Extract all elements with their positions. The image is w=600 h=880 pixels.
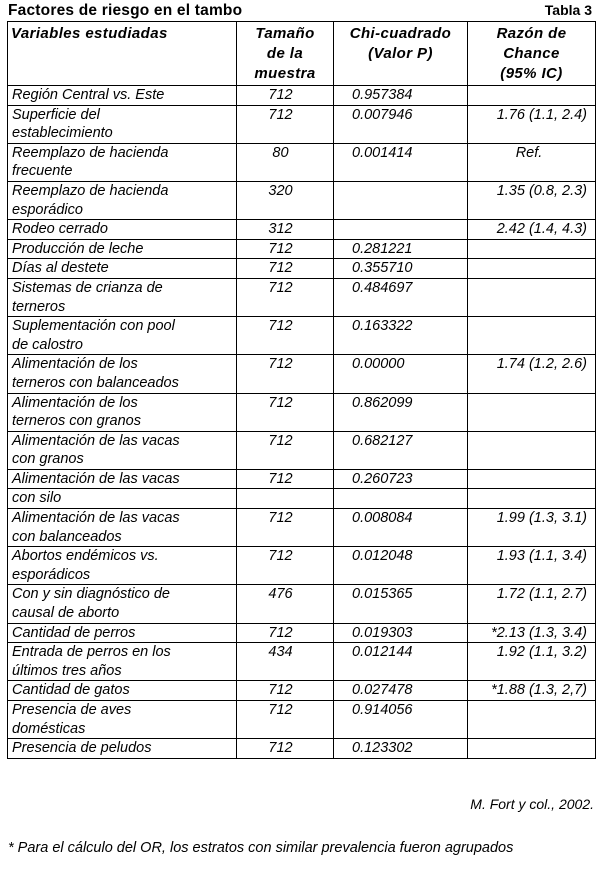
table-title: Factores de riesgo en el tambo — [8, 2, 243, 19]
cell-variable — [8, 681, 237, 701]
cell-p-value: 0.001414 — [334, 143, 468, 181]
cell-odds-ratio — [468, 489, 596, 509]
cell-odds-ratio: 1.35 (0.8, 2.3) — [468, 181, 596, 219]
table-row — [8, 181, 596, 219]
variable-line: terneros con balanceados — [12, 374, 179, 391]
variable-line: Región Central vs. Este — [12, 87, 165, 103]
cell-sample-size: 476 — [237, 585, 334, 623]
title-row — [8, 2, 592, 20]
variable-line: Superficie del — [12, 106, 100, 123]
cell-variable — [8, 317, 237, 355]
cell-variable — [8, 181, 237, 219]
cell-sample-size: 712 — [237, 739, 334, 759]
table-row — [8, 547, 596, 585]
variable-line: Alimentación de las vacas — [12, 510, 180, 527]
cell-p-value: 0.862099 — [334, 393, 468, 431]
cell-odds-ratio: 1.72 (1.1, 2.7) — [468, 585, 596, 623]
variable-line: causal de aborto — [12, 605, 120, 622]
cell-variable — [8, 509, 237, 547]
table-row — [8, 239, 596, 259]
cell-sample-size: 712 — [237, 623, 334, 643]
cell-sample-size: 712 — [237, 86, 334, 106]
table-row — [8, 623, 596, 643]
table-row — [8, 681, 596, 701]
cell-variable — [8, 623, 237, 643]
variable-line: con silo — [12, 490, 62, 507]
variable-line: Abortos endémicos vs. — [12, 548, 159, 565]
cell-sample-size — [237, 489, 334, 509]
cell-variable — [8, 259, 237, 279]
variable-line: esporádicos — [12, 566, 91, 583]
cell-p-value: 0.008084 — [334, 509, 468, 547]
header-sample-size: Tamaño de la muestra — [237, 22, 334, 86]
cell-odds-ratio — [468, 701, 596, 739]
cell-odds-ratio: 1.76 (1.1, 2.4) — [468, 105, 596, 143]
cell-variable — [8, 547, 237, 585]
cell-p-value: 0.484697 — [334, 278, 468, 316]
header-variables: Variables estudiadas — [8, 22, 237, 86]
table-row — [8, 701, 596, 739]
cell-p-value: 0.682127 — [334, 431, 468, 469]
variable-line: Reemplazo de hacienda — [12, 144, 169, 161]
table-row — [8, 393, 596, 431]
table-row — [8, 509, 596, 547]
cell-variable — [8, 585, 237, 623]
cell-sample-size: 712 — [237, 259, 334, 279]
header-odds-ratio: Razón de Chance (95% IC) — [468, 22, 596, 86]
cell-p-value: 0.355710 — [334, 259, 468, 279]
cell-variable — [8, 278, 237, 316]
cell-p-value: 0.019303 — [334, 623, 468, 643]
cell-p-value: 0.012144 — [334, 643, 468, 681]
table-number: Tabla 3 — [544, 2, 592, 18]
variable-line: Presencia de peludos — [12, 740, 152, 757]
cell-p-value: 0.007946 — [334, 105, 468, 143]
variable-line: establecimiento — [12, 125, 113, 142]
cell-p-value: 0.123302 — [334, 739, 468, 759]
variable-line: terneros — [12, 298, 66, 315]
cell-odds-ratio — [468, 469, 596, 489]
table-row — [8, 643, 596, 681]
cell-variable — [8, 86, 237, 106]
cell-p-value: 0.281221 — [334, 239, 468, 259]
variable-line: de calostro — [12, 336, 83, 353]
variable-line: Con y sin diagnóstico de — [12, 586, 170, 603]
variable-line: Alimentación de los — [12, 356, 138, 373]
variable-line: Alimentación de las vacas — [12, 470, 180, 487]
footnote: * Para el cálculo del OR, los estratos con similar prevalencia fueron agrupados — [8, 840, 514, 856]
variable-line: Reemplazo de hacienda — [12, 182, 169, 199]
cell-odds-ratio — [468, 239, 596, 259]
table-row — [8, 220, 596, 240]
cell-sample-size: 320 — [237, 181, 334, 219]
cell-sample-size: 712 — [237, 701, 334, 739]
table-row — [8, 431, 596, 469]
cell-sample-size: 712 — [237, 469, 334, 489]
table-body — [8, 86, 596, 759]
variable-line: con balanceados — [12, 528, 122, 545]
cell-p-value: 0.914056 — [334, 701, 468, 739]
table-row — [8, 143, 596, 181]
cell-p-value — [334, 489, 468, 509]
cell-odds-ratio — [468, 259, 596, 279]
variable-line: Alimentación de los — [12, 394, 138, 411]
cell-sample-size: 712 — [237, 278, 334, 316]
cell-variable — [8, 431, 237, 469]
cell-odds-ratio: 1.74 (1.2, 2.6) — [468, 355, 596, 393]
table-row — [8, 489, 596, 509]
table-row — [8, 739, 596, 759]
cell-variable — [8, 143, 237, 181]
variable-line: terneros con granos — [12, 413, 141, 430]
table-row — [8, 86, 596, 106]
cell-odds-ratio: 1.99 (1.3, 3.1) — [468, 509, 596, 547]
header-row — [8, 22, 596, 86]
variable-line: frecuente — [12, 163, 73, 180]
cell-odds-ratio: Ref. — [468, 143, 596, 181]
cell-p-value: 0.012048 — [334, 547, 468, 585]
cell-odds-ratio — [468, 431, 596, 469]
cell-sample-size: 434 — [237, 643, 334, 681]
header-chi-square: Chi-cuadrado (Valor P) — [334, 22, 468, 86]
variable-line: Cantidad de perros — [12, 624, 136, 641]
cell-sample-size: 312 — [237, 220, 334, 240]
variable-line: últimos tres años — [12, 662, 122, 679]
cell-p-value: 0.163322 — [334, 317, 468, 355]
cell-sample-size: 712 — [237, 317, 334, 355]
cell-odds-ratio: 2.42 (1.4, 4.3) — [468, 220, 596, 240]
cell-odds-ratio — [468, 393, 596, 431]
cell-sample-size: 712 — [237, 393, 334, 431]
cell-p-value: 0.027478 — [334, 681, 468, 701]
variable-line: Producción de leche — [12, 240, 144, 257]
cell-p-value: 0.957384 — [334, 86, 468, 106]
cell-sample-size: 712 — [237, 431, 334, 469]
table-row — [8, 469, 596, 489]
cell-variable — [8, 355, 237, 393]
variable-line: esporádico — [12, 201, 83, 218]
cell-variable — [8, 489, 237, 509]
cell-odds-ratio: 1.93 (1.1, 3.4) — [468, 547, 596, 585]
cell-sample-size: 712 — [237, 547, 334, 585]
variable-line: Sistemas de crianza de — [12, 279, 163, 296]
cell-variable — [8, 239, 237, 259]
cell-odds-ratio: *1.88 (1.3, 2,7) — [468, 681, 596, 701]
cell-variable — [8, 469, 237, 489]
cell-p-value: 0.00000 — [334, 355, 468, 393]
cell-odds-ratio: 1.92 (1.1, 3.2) — [468, 643, 596, 681]
variable-line: domésticas — [12, 720, 86, 737]
table-row — [8, 317, 596, 355]
cell-odds-ratio: *2.13 (1.3, 3.4) — [468, 623, 596, 643]
cell-sample-size: 712 — [237, 105, 334, 143]
cell-variable — [8, 701, 237, 739]
cell-variable — [8, 393, 237, 431]
table-row — [8, 105, 596, 143]
cell-variable — [8, 220, 237, 240]
cell-variable — [8, 643, 237, 681]
cell-sample-size: 712 — [237, 509, 334, 547]
risk-factors-table — [7, 21, 596, 759]
table-row — [8, 259, 596, 279]
table-row — [8, 585, 596, 623]
table-row — [8, 355, 596, 393]
cell-variable — [8, 105, 237, 143]
variable-line: Alimentación de las vacas — [12, 432, 180, 449]
cell-p-value: 0.015365 — [334, 585, 468, 623]
variable-line: Entrada de perros en los — [12, 644, 171, 661]
variable-line: Rodeo cerrado — [12, 221, 108, 238]
cell-variable — [8, 739, 237, 759]
cell-p-value — [334, 181, 468, 219]
source-citation: M. Fort y col., 2002. — [470, 796, 594, 812]
cell-odds-ratio — [468, 278, 596, 316]
cell-sample-size: 712 — [237, 681, 334, 701]
variable-line: Suplementación con pool — [12, 318, 175, 335]
cell-p-value — [334, 220, 468, 240]
variable-line: Días al destete — [12, 260, 109, 277]
table-row — [8, 278, 596, 316]
variable-line: Cantidad de gatos — [12, 682, 130, 699]
variable-line: con granos — [12, 451, 84, 468]
cell-sample-size: 712 — [237, 239, 334, 259]
cell-sample-size: 712 — [237, 355, 334, 393]
cell-odds-ratio — [468, 86, 596, 106]
cell-p-value: 0.260723 — [334, 469, 468, 489]
cell-odds-ratio — [468, 317, 596, 355]
cell-sample-size: 80 — [237, 143, 334, 181]
cell-odds-ratio — [468, 739, 596, 759]
variable-line: Presencia de aves — [12, 702, 132, 718]
